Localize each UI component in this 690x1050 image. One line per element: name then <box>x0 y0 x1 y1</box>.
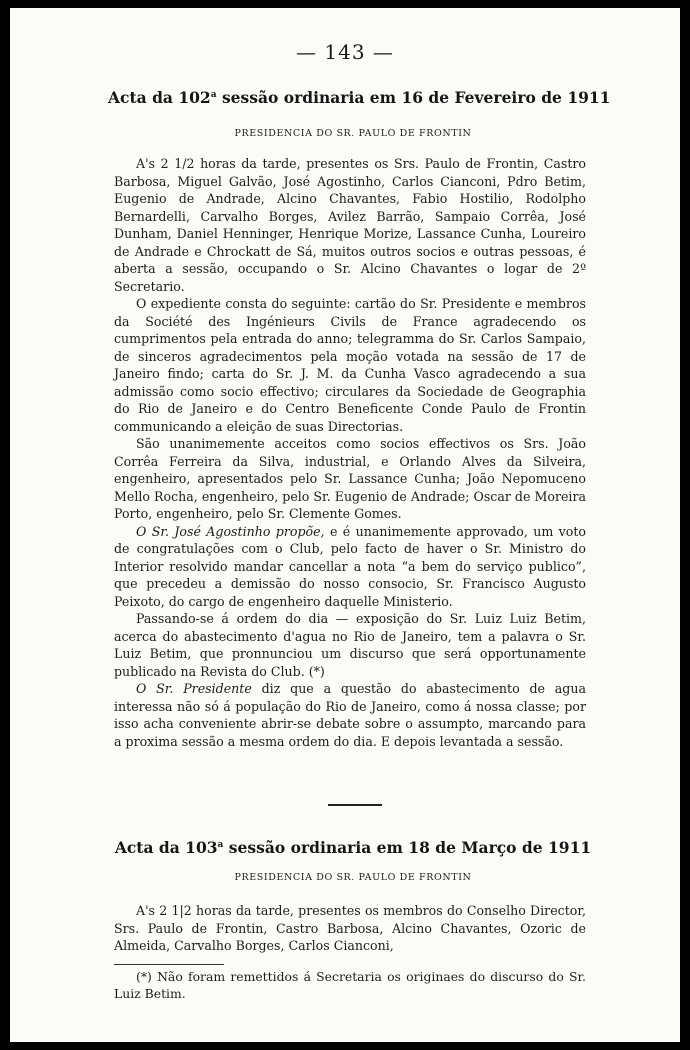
session2-title-prefix: Acta da 103 <box>114 838 218 857</box>
session2-title <box>108 838 598 857</box>
footnote-rule <box>114 964 224 965</box>
session2-title-rest: sessão ordinaria em 18 de Março de 1911 <box>223 838 592 857</box>
session1-paragraph-1: A's 2 1/2 horas da tarde, presentes os Srs. Paulo de Frontin, Castro Barbosa, Miguel Galvão, José Agostinho, Carlos Cianconi, Pdro Betim, Eugenio de Andrade, Alcino Chavantes, Fabio Hostilio, Rodolpho Bernardelli, Carvalho Borges, Avilez Barrão, Sampaio Corrêa, José Dunham, Daniel Henninger, Henrique Morize, Lassance Cunha, Loureiro de Andrade e Chrockatt de Sá, muitos outros socios e outras pessoas, é aberta a sessão, occupando o Sr. Alcino Chavantes o logar de 2º Secretario. <box>114 156 586 294</box>
document-page <box>10 8 680 1042</box>
session1-title-rest: sessão ordinaria em 16 de Fevereiro de 1911 <box>216 88 611 107</box>
session1-p4-rest: e é unanimemente approvado, um voto de congratulações com o Club, pelo facto de haver o Sr. Ministro do Interior resolvido mandar cancellar a nota “a bem do serviço publico”, que precedeu a demissão do nosso consocio, Sr. Francisco Augusto Peixoto, do cargo de engenheiro daquelle Ministerio. <box>114 523 586 609</box>
session1-p6-italic: O Sr. Presidente <box>136 681 252 696</box>
section-divider <box>328 804 382 806</box>
session1-p4-italic: O Sr. José Agostinho propõe, <box>136 523 325 539</box>
session1-paragraph-2: O expediente consta do seguinte: cartão do Sr. Presidente e membros da Société des Ingénieurs Civils de France agradecendo os cumprimentos pela entrada do anno; telegramma do Sr. Carlos Sampaio, de sinceros agradecimentos pela moção votada na sessão de 17 de Janeiro findo; carta do Sr. J. M. da Cunha Vasco agradecendo a sua admissão como socio effectivo; circulares da Sociedade de Geographia do Rio de Janeiro e do Centro Beneficente Conde Paulo de Frontin communicando a eleição de suas Directorias. <box>114 296 586 434</box>
session1-paragraph-4 <box>114 523 586 611</box>
session2-title-sup: a <box>217 839 224 850</box>
session2-paragraph-1: A's 2 1|2 horas da tarde, presentes os membros do Conselho Director, Srs. Paulo de Frontin, Castro Barbosa, Alcino Chavantes, Ozoric de Almeida, Carvalho Borges, Carlos Cianconi, <box>114 903 586 953</box>
session1-title <box>108 88 611 107</box>
footnote-text: (*) Não foram remettidos á Secretaria os originaes do discurso do Sr. Luiz Betim. <box>114 969 586 1001</box>
session1-paragraph-6 <box>114 680 586 750</box>
session1-paragraph-3: São unanimemente acceitos como socios effectivos os Srs. João Corrêa Ferreira da Silva, industrial, e Orlando Alves da Silveira, engenheiro, apresentados pelo Sr. Lassance Cunha; João Nepomuceno Mello Rocha, engenheiro, pelo Sr. Eugenio de Andrade; Oscar de Moreira Porto, engenheiro, pelo Sr. Clemente Gomes. <box>114 436 586 521</box>
session1-p6-rest: diz que a questão do abastecimento de agua interessa não só á população do Rio de Janeiro, como á nossa classe; por isso acha conveniente abrir-se debate sobre o assumpto, marcando para a proxima sessão a mesma ordem do dia. E depois levantada a sessão. <box>114 681 586 749</box>
page-number: — 143 — <box>296 40 394 64</box>
session1-presidency: PRESIDENCIA DO SR. PAULO DE FRONTIN <box>234 128 472 139</box>
session1-body <box>114 155 586 750</box>
session2-body <box>114 902 586 955</box>
footnote <box>114 968 586 1002</box>
session2-presidency: PRESIDENCIA DO SR. PAULO DE FRONTIN <box>234 872 472 883</box>
session1-title-prefix: Acta da 102 <box>108 88 211 107</box>
session1-title-sup: a <box>210 89 217 100</box>
session1-paragraph-5: Passando-se á ordem do dia — exposição do Sr. Luiz Luiz Betim, acerca do abastecimento d'agua no Rio de Janeiro, tem a palavra o Sr. Luiz Betim, que pronnunciou um discurso que será opportunamente publicado na Revista do Club. (*) <box>114 611 586 679</box>
